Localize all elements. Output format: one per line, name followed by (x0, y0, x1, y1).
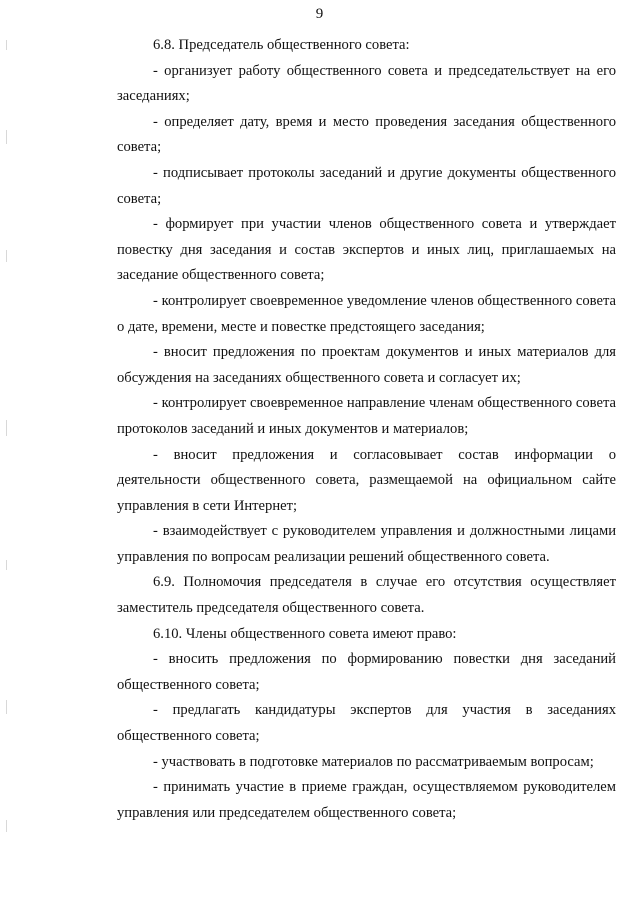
list-item: - принимать участие в приеме граждан, осуществляемом руководителем управления или председателем общественного совета; (117, 779, 616, 821)
list-item: - участвовать в подготовке материалов по рассматриваемым вопросам; (153, 753, 594, 770)
list-item: - взаимодействует с руководителем управления и должностными лицами управления по вопросам реализации решений общественного совета. (117, 523, 616, 565)
list-item: - подписывает протоколы заседаний и другие документы общественного совета; (117, 164, 616, 207)
list-item: - организует работу общественного совета и председательствует на его заседаниях; (117, 62, 616, 105)
list-item: - вносить предложения по формированию повестки дня заседаний общественного совета; (117, 651, 616, 693)
section-6-8-heading: 6.8. Председатель общественного совета: (153, 37, 410, 53)
list-item: - контролирует своевременное направление членам общественного совета протоколов заседаний и иных документов и материалов; (117, 395, 616, 437)
body-text (117, 33, 616, 826)
list-item: - предлагать кандидатуры экспертов для участия в заседаниях общественного совета; (117, 702, 616, 745)
list-item: - вносит предложения по проектам документов и иных материалов для обсуждения на заседаниях общественного совета и согласует их; (117, 344, 616, 386)
list-item: - контролирует своевременное уведомление членов общественного совета о дате, времени, месте и повестке предстоящего заседания; (117, 292, 616, 335)
list-item: - вносит предложения и согласовывает состав информации о деятельности общественного совета, размещаемой на официальном сайте управления в сети Интернет; (117, 446, 616, 514)
section-6-9-paragraph: 6.9. Полномочия председателя в случае его отсутствия осуществляет заместитель председателя общественного совета. (117, 574, 616, 617)
section-6-10-heading: 6.10. Члены общественного совета имеют право: (153, 625, 457, 642)
scan-edge-marks (3, 0, 11, 905)
page-number: 9 (315, 6, 324, 22)
list-item: - формирует при участии членов общественного совета и утверждает повестку дня заседания и состав экспертов и иных лиц, приглашаемых на заседание общественного совета; (117, 216, 616, 284)
list-item: - определяет дату, время и место проведения заседания общественного совета; (117, 113, 616, 156)
